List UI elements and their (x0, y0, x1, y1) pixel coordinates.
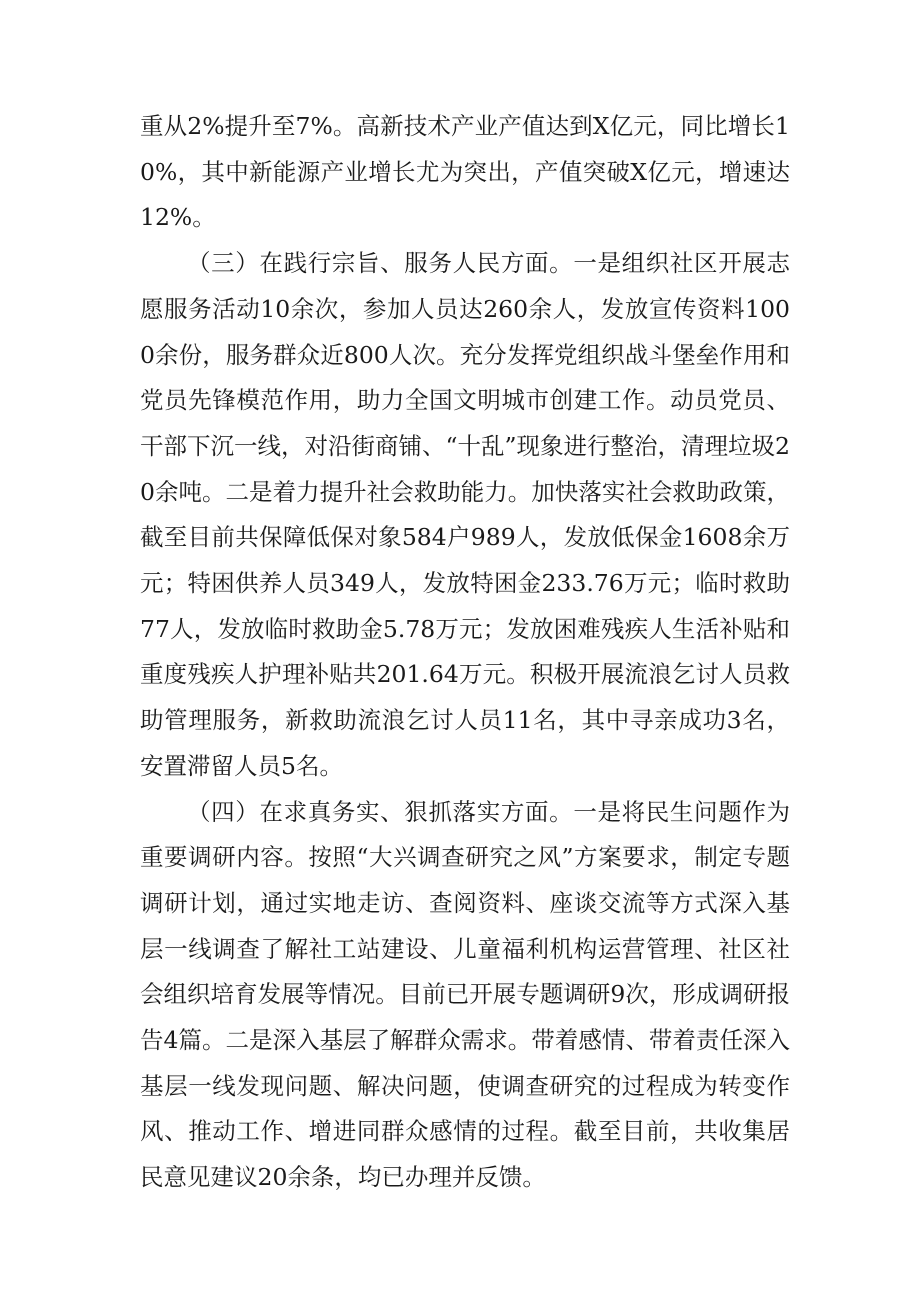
paragraph-continuation: 重从2%提升至7%。高新技术产业产值达到X亿元，同比增长10%，其中新能源产业增长尤为突出，产值突破X亿元，增速达12%。 (140, 112, 790, 232)
paragraph-section-three: （三）在践行宗旨、服务人民方面。一是组织社区开展志愿服务活动10余次，参加人员达260余人，发放宣传资料1000余份，服务群众近800人次。充分发挥党组织战斗堡垒作用和党员先锋模范作用，助力全国文明城市创建工作。动员党员、干部下沉一线，对沿街商铺、“十乱”现象进行整治，清理垃圾20余吨。二是着力提升社会救助能力。加快落实社会救助政策，截至目前共保障低保对象584户989人，发放低保金1608余万元；特困供养人员349人，发放特困金233.76万元；临时救助77人，发放临时救助金5.78万元；发放困难残疾人生活补贴和重度残疾人护理补贴共201.64万元。积极开展流浪乞讨人员救助管理服务，新救助流浪乞讨人员11名，其中寻亲成功3名，安置滞留人员5名。 (140, 249, 790, 780)
document-body (140, 104, 790, 1201)
paragraph-section-four: （四）在求真务实、狠抓落实方面。一是将民生问题作为重要调研内容。按照“大兴调查研究之风”方案要求，制定专题调研计划，通过实地走访、查阅资料、座谈交流等方式深入基层一线调查了解社工站建设、儿童福利机构运营管理、社区社会组织培育发展等情况。目前已开展专题调研9次，形成调研报告4篇。二是深入基层了解群众需求。带着感情、带着责任深入基层一线发现问题、解决问题，使调查研究的过程成为转变作风、推动工作、增进同群众感情的过程。截至目前，共收集居民意见建议20余条，均已办理并反馈。 (140, 797, 790, 1192)
